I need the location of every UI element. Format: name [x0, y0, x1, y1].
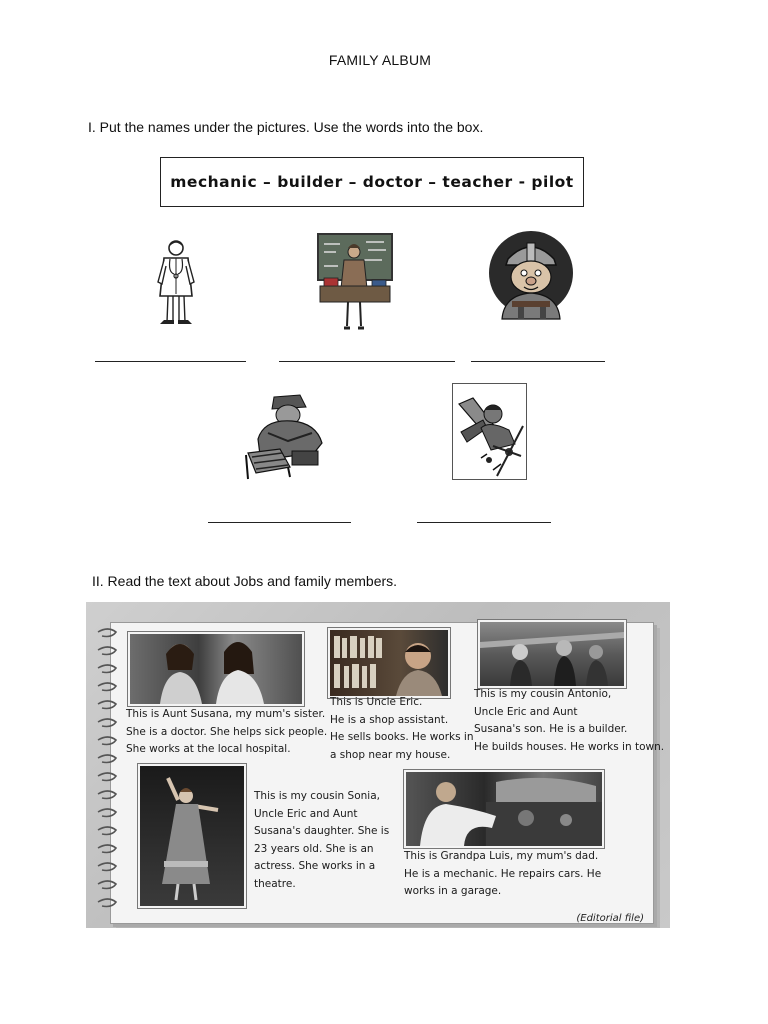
- answer-blank-1[interactable]: [95, 361, 246, 362]
- photo-cousin-antonio: [478, 620, 626, 688]
- caption-cousin-sonia: This is my cousin Sonia, Uncle Eric and Aunt Susana's daughter. She is 23 years old. She is an actress. She works in a theatre.: [254, 790, 390, 890]
- caption-cousin-antonio: This is my cousin Antonio, Uncle Eric and Aunt Susana's son. He is a builder. He builds houses. He works in town.: [474, 688, 665, 753]
- doctor-picture: [152, 238, 200, 330]
- builder-icon: [488, 229, 574, 321]
- doctor-icon: [152, 238, 200, 330]
- spiral-binding-icon: [94, 626, 124, 916]
- photo-uncle-eric: [328, 628, 450, 698]
- caption-uncle-eric: This is Uncle Eric. He is a shop assistant. He sells books. He works in a shop near my house.: [330, 696, 474, 761]
- exercise-1-instruction: I. Put the names under the pictures. Use the words into the box.: [88, 119, 484, 135]
- exercise-2-instruction: II. Read the text about Jobs and family members.: [92, 573, 398, 589]
- photo-grandpa-luis: [404, 770, 604, 848]
- answer-blank-3[interactable]: [471, 361, 605, 362]
- mechanic-icon: [244, 393, 326, 481]
- photo-cousin-sonia: [138, 764, 246, 908]
- pilot-icon: [453, 384, 526, 479]
- word-box-text: mechanic – builder – doctor – teacher - pilot: [170, 173, 574, 191]
- page-title: FAMILY ALBUM: [328, 52, 432, 68]
- caption-grandpa-luis: This is Grandpa Luis, my mum's dad. He is a mechanic. He repairs cars. He works in a garage.: [404, 850, 602, 897]
- editorial-credit: (Editorial file): [576, 913, 644, 924]
- word-box: [160, 157, 584, 207]
- teacher-picture: [316, 232, 394, 332]
- builder-picture: [488, 229, 574, 321]
- photo-aunt-susana: [128, 632, 304, 706]
- mechanic-picture: [244, 393, 326, 481]
- textbook-page-image: [86, 602, 670, 928]
- answer-blank-2[interactable]: [279, 361, 455, 362]
- answer-blank-4[interactable]: [208, 522, 351, 523]
- caption-aunt-susana: This is Aunt Susana, my mum's sister. She is a doctor. She helps sick people. She works at the local hospital.: [126, 708, 328, 755]
- answer-blank-5[interactable]: [417, 522, 551, 523]
- pilot-picture: [452, 383, 527, 480]
- teacher-icon: [316, 232, 394, 332]
